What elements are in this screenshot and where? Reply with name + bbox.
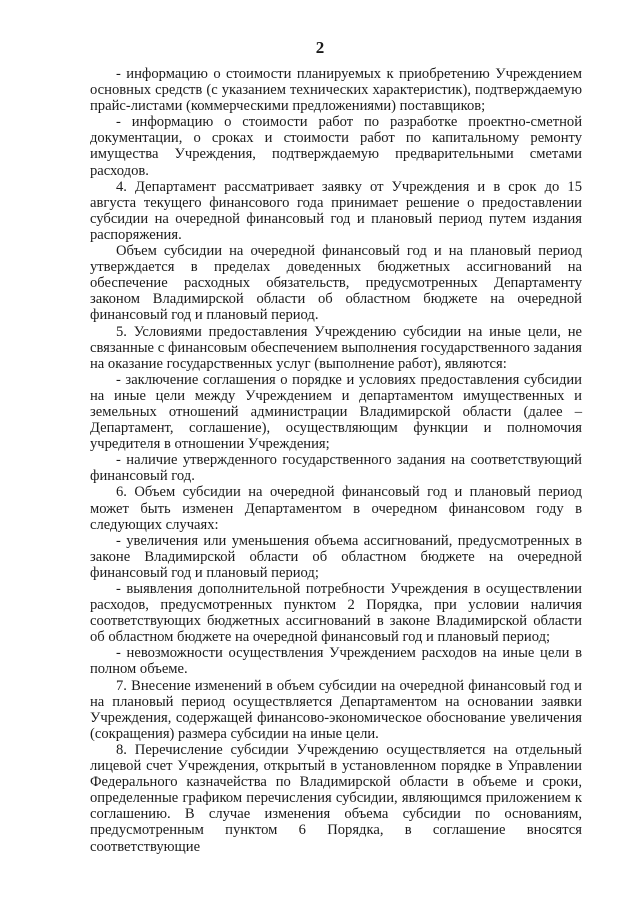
page-number: 2 — [315, 38, 325, 57]
document-body — [90, 66, 582, 855]
paragraph-item-5: 5. Условиями предоставления Учреждению субсидии на иные цели, не связанные с финансовым обеспечением выполнения государственного задания на оказание государственных услуг (выполнение работ), являются: — [90, 323, 582, 372]
paragraph-additional-need: - выявления дополнительной потребности Учреждения в осуществлении расходов, предусмотренных пунктом 2 Порядка, при условии наличия соответствующих бюджетных ассигнований в законе Владимирской области об областном бюджете на очередной финансовый год и плановый период; — [90, 581, 582, 646]
paragraph-equipment-cost-info: - информацию о стоимости планируемых к приобретению Учреждением основных средств (с указанием технических характеристик), подтверждаемую прайс-листами (коммерческими предложениями) поставщиков; — [90, 66, 582, 115]
paragraph-item-4: 4. Департамент рассматривает заявку от Учреждения и в срок до 15 августа текущего финансового года принимает решение о предоставлении субсидии на очередной финансовый год и плановый период путем издания распоряжения. — [90, 178, 582, 243]
paragraph-impossibility: - невозможности осуществления Учреждением расходов на иные цели в полном объеме. — [90, 645, 582, 678]
paragraph-allocation-change: - увеличения или уменьшения объема ассигнований, предусмотренных в законе Владимирской области об областном бюджете на очередной финансовый год и плановый период; — [90, 532, 582, 581]
paragraph-item-8: 8. Перечисление субсидии Учреждению осуществляется на отдельный лицевой счет Учреждения, открытый в установленном порядке в Управлении Федерального казначейства по Владимирской области в объеме и сроки, определенные графиком перечисления субсидии, являющимся приложением к соглашению. В случае изменения объема субсидии по основаниям, предусмотренным пунктом 6 Порядка, в соглашение вносятся соответствующие — [90, 741, 582, 855]
paragraph-agreement-condition: - заключение соглашения о порядке и условиях предоставления субсидии на иные цели между Учреждением и департаментом имущественных и земельных отношений администрации Владимирской области (далее – Департамент, соглашение), осуществляющим функции и полномочия учредителя в отношении Учреждения; — [90, 371, 582, 453]
paragraph-item-7: 7. Внесение изменений в объем субсидии на очередной финансовый год и на плановый период осуществляется Департаментом на основании заявки Учреждения, содержащей финансово-экономическое обоснование увеличения (сокращения) размера субсидии на иные цели. — [90, 677, 582, 742]
paragraph-design-works-cost-info: - информацию о стоимости работ по разработке проектно-сметной документации, о сроках и стоимости работ по капитальному ремонту имущества Учреждения, подтверждаемую предварительными сметами расходов. — [90, 114, 582, 179]
paragraph-item-6: 6. Объем субсидии на очередной финансовый год и плановый период может быть изменен Департаментом в очередном финансовом году в следующих случаях: — [90, 484, 582, 533]
paragraph-subsidy-volume: Объем субсидии на очередной финансовый год и на плановый период утверждается в пределах доведенных бюджетных ассигнований на обеспечение расходных обязательств, предусмотренных Департаменту законом Владимирской области об областном бюджете на очередной финансовый год и плановый период. — [90, 243, 582, 324]
paragraph-state-task-condition: - наличие утвержденного государственного задания на соответствующий финансовый год. — [90, 452, 582, 485]
